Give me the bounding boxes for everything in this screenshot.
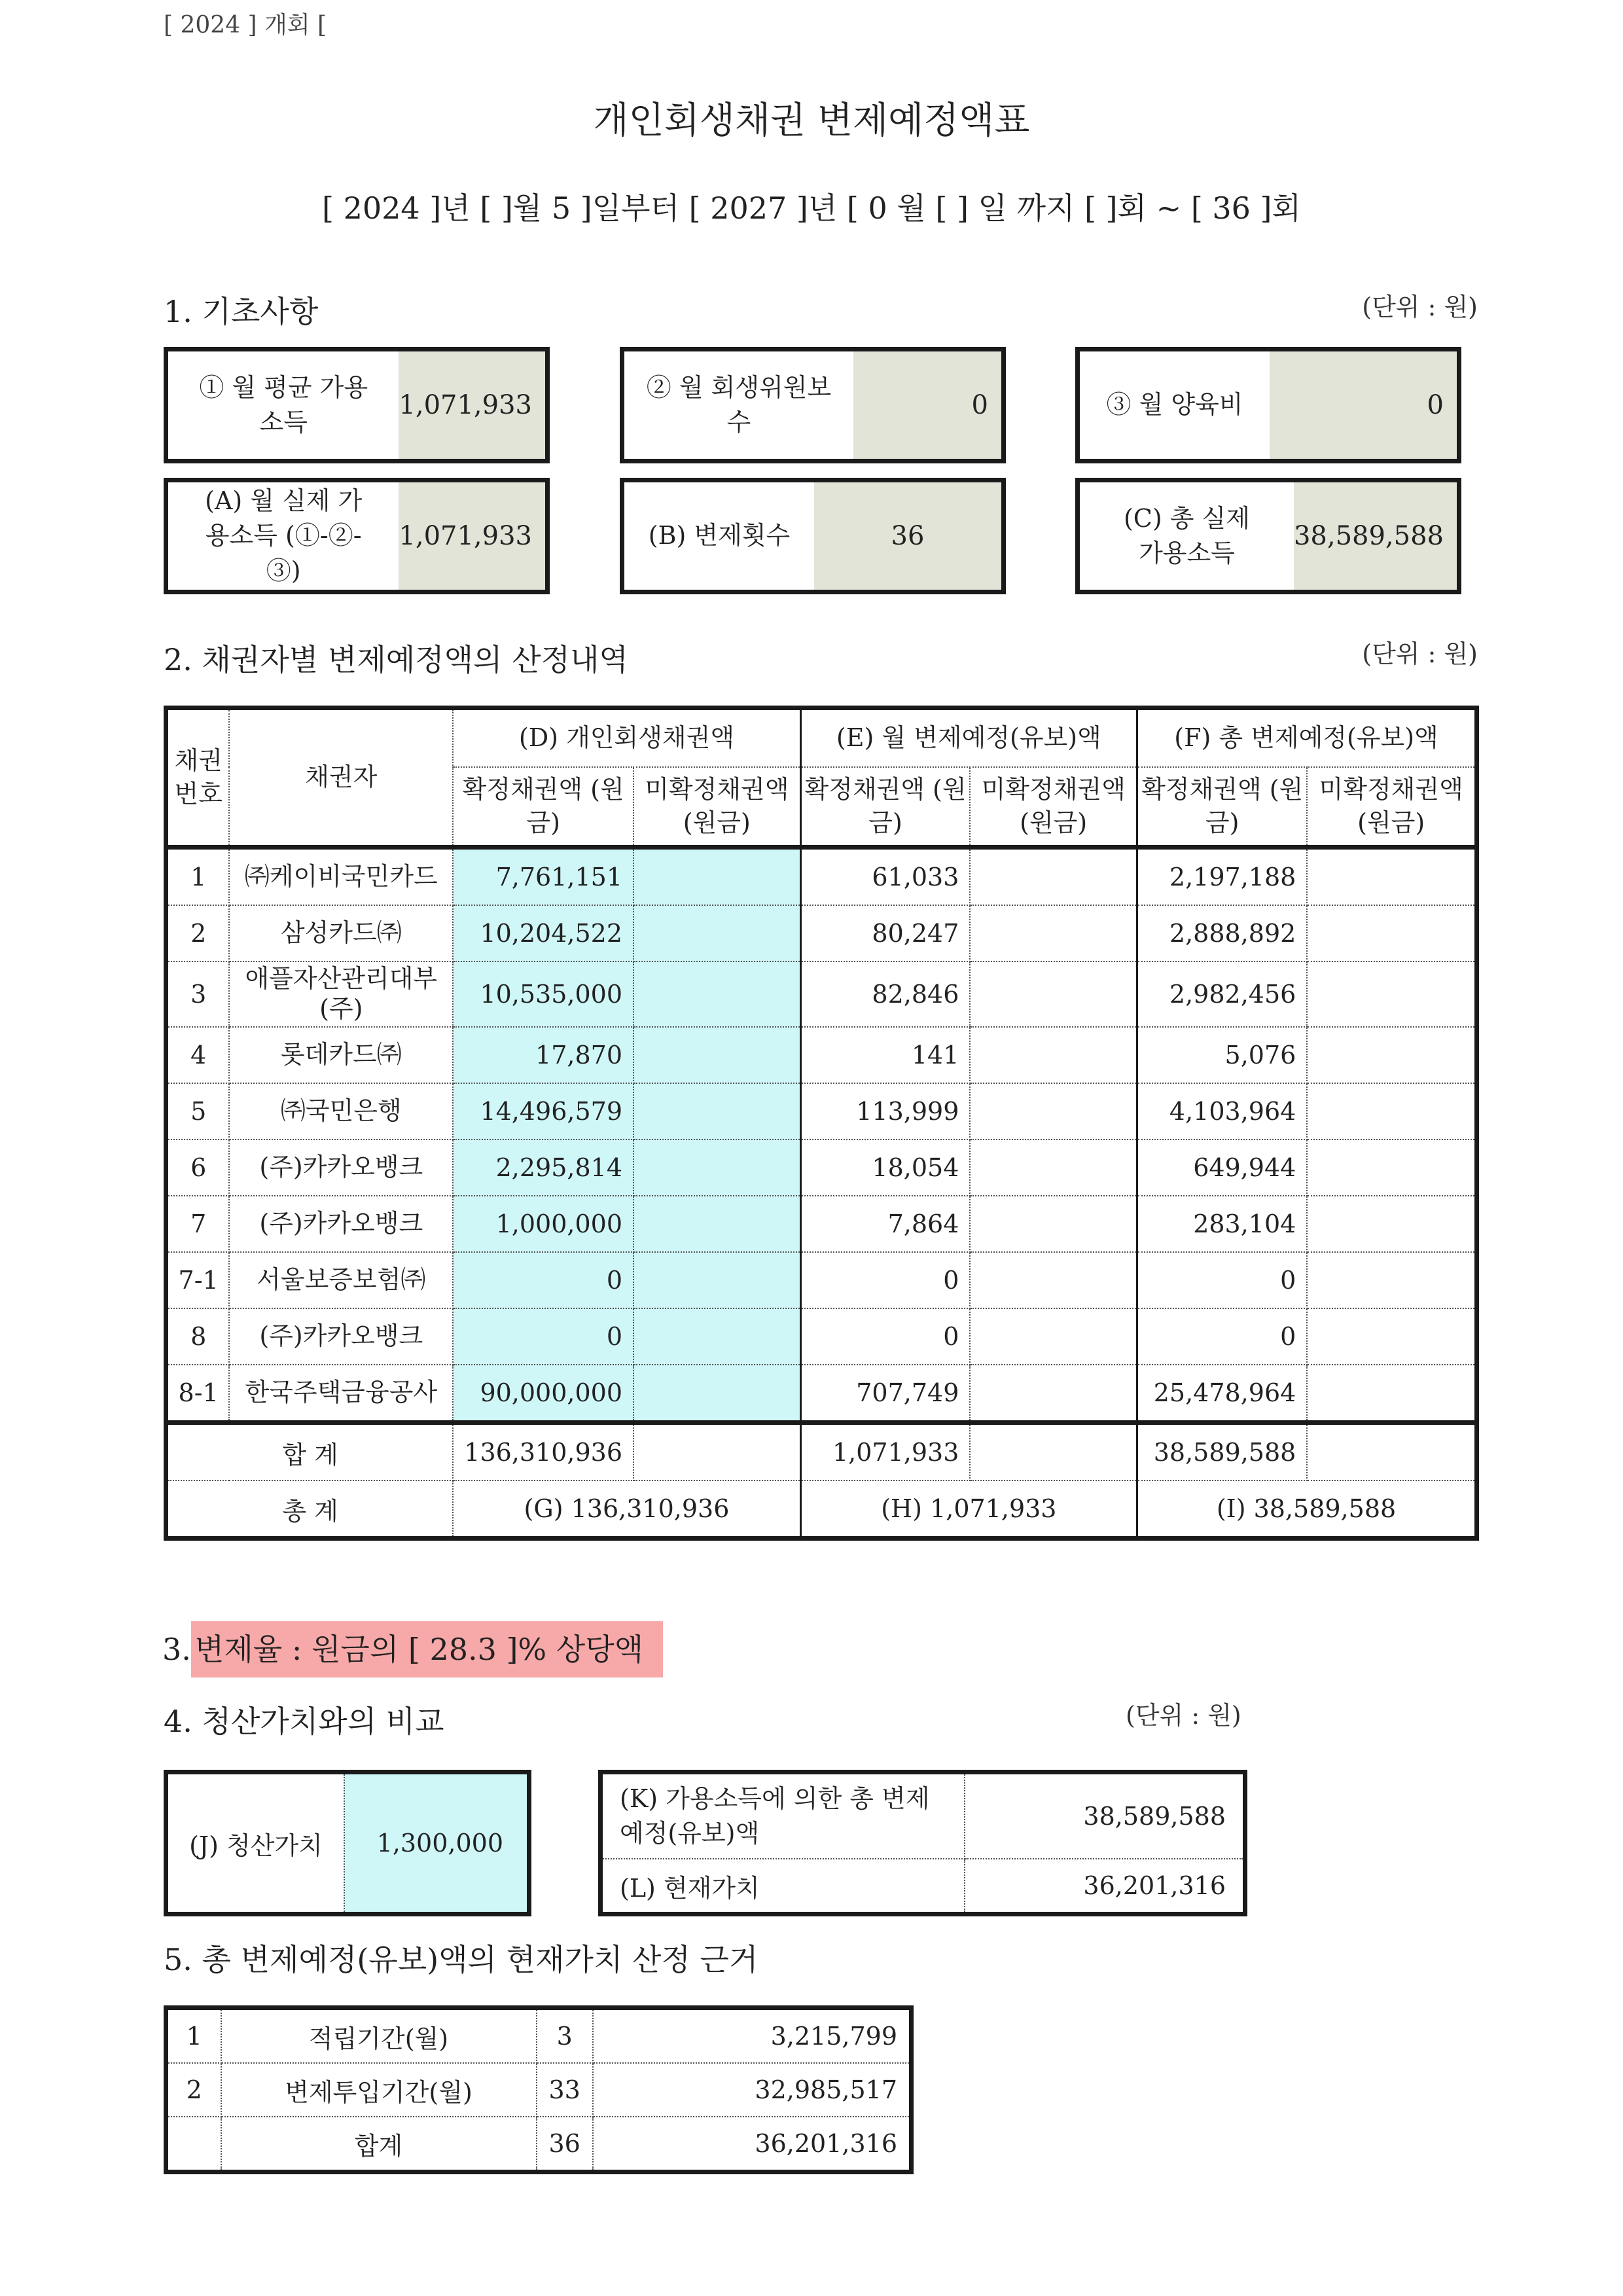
- d-unconfirmed: [633, 961, 800, 1027]
- repayment-period: [ 2024 ]년 [ ]월 5 ]일부터 [ 2027 ]년 [ 0 월 [ ] 일 까지 [ ]회 ~ [ 36 ]회: [322, 190, 1301, 226]
- creditor-name: (주)카카오뱅크: [229, 1196, 453, 1252]
- f-unconfirmed-header: 미확정채권액 (원금): [1307, 767, 1476, 848]
- e-confirmed: 61,033: [800, 848, 970, 906]
- creditor-name: ㈜국민은행: [229, 1083, 453, 1139]
- total-h: (H) 1,071,933: [800, 1480, 1137, 1539]
- creditor-name: ㈜케이비국민카드: [229, 848, 453, 906]
- table-row: [166, 1252, 1477, 1308]
- d-confirmed: 17,870: [453, 1027, 633, 1083]
- d-confirmed: 2,295,814: [453, 1139, 633, 1196]
- d-unconfirmed: [633, 1027, 800, 1083]
- creditor-name: 한국주택금융공사: [229, 1365, 453, 1423]
- f-confirmed: 283,104: [1137, 1196, 1308, 1252]
- d-unconfirmed: [633, 1365, 800, 1423]
- creditor-name: (주)카카오뱅크: [229, 1139, 453, 1196]
- e-confirmed: 141: [800, 1027, 970, 1083]
- table-row: [166, 2117, 912, 2172]
- d-confirmed: 14,496,579: [453, 1083, 633, 1139]
- total-income-label: (C) 총 실제 가용소득: [1123, 503, 1250, 567]
- creditor-no: 8: [166, 1308, 230, 1365]
- col-no-header: 채권 번호: [166, 708, 230, 848]
- repayment-rate-text: 변제율 : 원금의 [ 28.3 ]% 상당액: [191, 1621, 663, 1677]
- creditor-name: 롯데카드㈜: [229, 1027, 453, 1083]
- e-unconfirmed: [970, 1027, 1137, 1083]
- e-unconfirmed: [970, 905, 1137, 961]
- childcare-box: [1075, 347, 1461, 463]
- total-by-income-value: 38,589,588: [965, 1772, 1245, 1859]
- f-unconfirmed: [1307, 905, 1476, 961]
- creditor-name: (주)카카오뱅크: [229, 1308, 453, 1365]
- basis-label: 합계: [221, 2117, 537, 2172]
- actual-income-box: [164, 478, 550, 594]
- e-confirmed: 0: [800, 1308, 970, 1365]
- creditor-no: 4: [166, 1027, 230, 1083]
- repayment-rate: [162, 1626, 663, 1669]
- trustee-fee-box: [620, 347, 1006, 463]
- d-unconfirmed: [633, 1252, 800, 1308]
- basis-no: 1: [166, 2008, 221, 2064]
- d-confirmed: 10,535,000: [453, 961, 633, 1027]
- basis-amount: 3,215,799: [593, 2008, 912, 2064]
- f-unconfirmed: [1307, 1365, 1476, 1423]
- table-row: [166, 1196, 1477, 1252]
- group-d-header: (D) 개인회생채권액: [453, 708, 800, 768]
- total-g: (G) 136,310,936: [453, 1480, 800, 1539]
- basis-months: 36: [537, 2117, 593, 2172]
- group-f-header: (F) 총 변제예정(유보)액: [1137, 708, 1477, 768]
- e-unconfirmed: [970, 1252, 1137, 1308]
- e-unconfirmed: [970, 1308, 1137, 1365]
- comparison-table: [598, 1770, 1247, 1916]
- sum-f: 38,589,588: [1137, 1423, 1308, 1481]
- trustee-fee-value: 0: [853, 351, 1001, 459]
- f-confirmed: 2,197,188: [1137, 848, 1308, 906]
- f-confirmed: 25,478,964: [1137, 1365, 1308, 1423]
- table-row: [166, 1365, 1477, 1423]
- trustee-fee-label: ② 월 회생위원보수: [646, 372, 832, 437]
- creditor-repayment-table: [164, 706, 1479, 1541]
- creditor-no: 3: [166, 961, 230, 1027]
- creditor-no: 7-1: [166, 1252, 230, 1308]
- childcare-value: 0: [1270, 351, 1457, 459]
- e-confirmed: 7,864: [800, 1196, 970, 1252]
- d-confirmed: 1,000,000: [453, 1196, 633, 1252]
- sum-label: 합 계: [166, 1423, 454, 1481]
- present-value-basis-table: [164, 2005, 914, 2174]
- d-unconfirmed: [633, 1308, 800, 1365]
- f-confirmed: 4,103,964: [1137, 1083, 1308, 1139]
- table-row: [166, 961, 1477, 1027]
- table-row: [166, 1083, 1477, 1139]
- d-confirmed-header: 확정채권액 (원금): [453, 767, 633, 848]
- f-unconfirmed: [1307, 1196, 1476, 1252]
- repay-count-label: (B) 변제횟수: [648, 521, 791, 550]
- table-row: [166, 1027, 1477, 1083]
- basis-months: 3: [537, 2008, 593, 2064]
- f-confirmed: 2,888,892: [1137, 905, 1308, 961]
- e-confirmed: 80,247: [800, 905, 970, 961]
- sum-e: 1,071,933: [800, 1423, 970, 1481]
- total-income-value: 38,589,588: [1294, 482, 1457, 590]
- section5-heading: 5. 총 변제예정(유보)액의 현재가치 산정 근거: [164, 1942, 758, 1977]
- basis-months: 33: [537, 2063, 593, 2117]
- basis-no: 2: [166, 2063, 221, 2117]
- section4-heading: 4. 청산가치와의 비교: [164, 1704, 444, 1739]
- e-confirmed: 707,749: [800, 1365, 970, 1423]
- liquidation-label: (J) 청산가치: [166, 1772, 345, 1914]
- basis-amount: 32,985,517: [593, 2063, 912, 2117]
- f-unconfirmed: [1307, 1308, 1476, 1365]
- f-unconfirmed: [1307, 1083, 1476, 1139]
- d-unconfirmed: [633, 1083, 800, 1139]
- e-confirmed: 18,054: [800, 1139, 970, 1196]
- sum-e-unconfirmed: [970, 1423, 1137, 1481]
- e-unconfirmed: [970, 1365, 1137, 1423]
- section2-unit: (단위 : 원): [1362, 639, 1478, 668]
- total-i: (I) 38,589,588: [1137, 1480, 1477, 1539]
- table-row: [166, 2008, 912, 2064]
- total-income-box: [1075, 478, 1461, 594]
- total-by-income-label: (K) 가용소득에 의한 총 변제예정(유보)액: [601, 1772, 965, 1859]
- d-confirmed: 7,761,151: [453, 848, 633, 906]
- liquidation-value: 1,300,000: [344, 1772, 529, 1914]
- round-header: [ 2024 ] 개회 [: [164, 12, 327, 39]
- creditor-name: 삼성카드㈜: [229, 905, 453, 961]
- e-unconfirmed: [970, 1139, 1137, 1196]
- e-unconfirmed: [970, 1083, 1137, 1139]
- sum-d-unconfirmed: [633, 1423, 800, 1481]
- total-label: 총 계: [166, 1480, 454, 1539]
- repay-count-box: [620, 478, 1006, 594]
- table-row: [166, 848, 1477, 906]
- present-value-label: (L) 현재가치: [601, 1859, 965, 1914]
- f-confirmed: 0: [1137, 1252, 1308, 1308]
- col-creditor-header: 채권자: [229, 708, 453, 848]
- d-confirmed: 0: [453, 1308, 633, 1365]
- basis-amount: 36,201,316: [593, 2117, 912, 2172]
- f-confirmed-header: 확정채권액 (원금): [1137, 767, 1308, 848]
- basis-label: 변제투입기간(월): [221, 2063, 537, 2117]
- creditor-name: 서울보증보험㈜: [229, 1252, 453, 1308]
- present-value-value: 36,201,316: [965, 1859, 1245, 1914]
- table-row: [166, 1308, 1477, 1365]
- section1-heading: 1. 기초사항: [164, 294, 319, 329]
- group-e-header: (E) 월 변제예정(유보)액: [800, 708, 1137, 768]
- e-unconfirmed: [970, 1196, 1137, 1252]
- monthly-income-value: 1,071,933: [399, 351, 545, 459]
- page-title: 개인회생채권 변제예정액표: [593, 99, 1030, 142]
- f-confirmed: 649,944: [1137, 1139, 1308, 1196]
- f-confirmed: 2,982,456: [1137, 961, 1308, 1027]
- f-unconfirmed: [1307, 1139, 1476, 1196]
- table-row: [166, 2063, 912, 2117]
- f-unconfirmed: [1307, 961, 1476, 1027]
- f-unconfirmed: [1307, 848, 1476, 906]
- basis-label: 적립기간(월): [221, 2008, 537, 2064]
- sum-d: 136,310,936: [453, 1423, 633, 1481]
- monthly-income-label: ① 월 평균 가용소득: [199, 372, 368, 437]
- section4-unit: (단위 : 원): [1126, 1701, 1241, 1730]
- creditor-name: 애플자산관리대부 (주): [229, 961, 453, 1027]
- childcare-label: ③ 월 양육비: [1106, 390, 1243, 420]
- creditor-no: 6: [166, 1139, 230, 1196]
- d-unconfirmed: [633, 848, 800, 906]
- e-unconfirmed: [970, 961, 1137, 1027]
- table-row: [166, 905, 1477, 961]
- actual-income-value: 1,071,933: [399, 482, 545, 590]
- e-confirmed: 82,846: [800, 961, 970, 1027]
- table-row: [166, 1139, 1477, 1196]
- creditor-no: 8-1: [166, 1365, 230, 1423]
- e-confirmed: 113,999: [800, 1083, 970, 1139]
- e-unconfirmed: [970, 848, 1137, 906]
- monthly-income-box: [164, 347, 550, 463]
- f-confirmed: 0: [1137, 1308, 1308, 1365]
- f-confirmed: 5,076: [1137, 1027, 1308, 1083]
- repay-count-value: 36: [814, 482, 1001, 590]
- actual-income-label: (A) 월 실제 가용소득 (①-②-③): [205, 486, 363, 585]
- d-unconfirmed: [633, 1196, 800, 1252]
- sum-f-unconfirmed: [1307, 1423, 1476, 1481]
- creditor-no: 1: [166, 848, 230, 906]
- d-confirmed: 10,204,522: [453, 905, 633, 961]
- section2-heading: 2. 채권자별 변제예정액의 산정내역: [164, 642, 628, 677]
- basis-no: [166, 2117, 221, 2172]
- creditor-no: 5: [166, 1083, 230, 1139]
- creditor-no: 2: [166, 905, 230, 961]
- e-confirmed-header: 확정채권액 (원금): [800, 767, 970, 848]
- section1-unit: (단위 : 원): [1362, 293, 1478, 321]
- d-confirmed: 0: [453, 1252, 633, 1308]
- e-confirmed: 0: [800, 1252, 970, 1308]
- section3-prefix: 3.: [162, 1632, 191, 1667]
- d-unconfirmed: [633, 905, 800, 961]
- liquidation-table: [164, 1770, 531, 1916]
- d-unconfirmed-header: 미확정채권액 (원금): [633, 767, 800, 848]
- d-unconfirmed: [633, 1139, 800, 1196]
- creditor-no: 7: [166, 1196, 230, 1252]
- e-unconfirmed-header: 미확정채권액 (원금): [970, 767, 1137, 848]
- d-confirmed: 90,000,000: [453, 1365, 633, 1423]
- f-unconfirmed: [1307, 1252, 1476, 1308]
- f-unconfirmed: [1307, 1027, 1476, 1083]
